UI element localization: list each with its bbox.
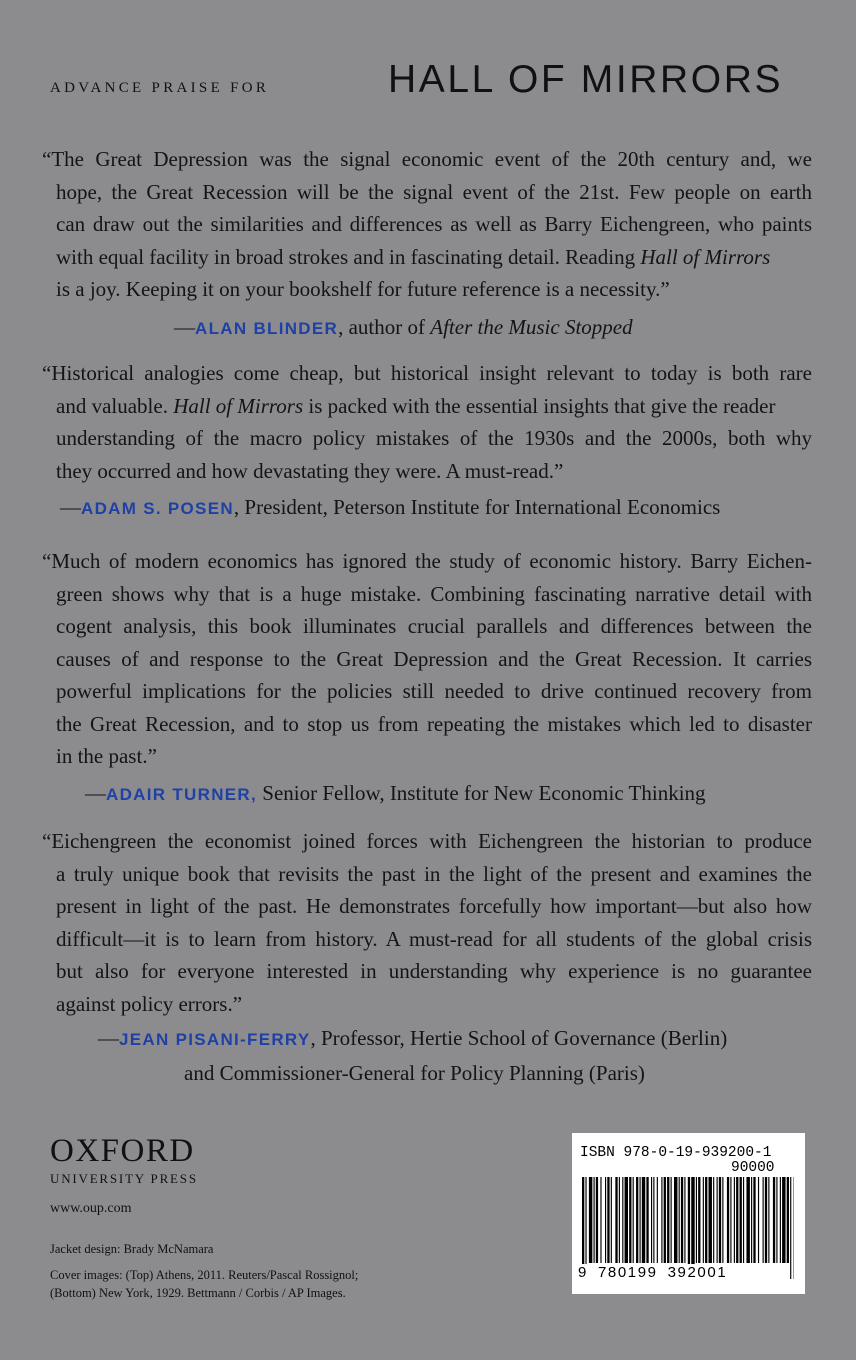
barcode-bar: [727, 1177, 729, 1263]
barcode-bar: [589, 1177, 592, 1263]
oxford-wordmark: OXFORD: [50, 1133, 195, 1169]
barcode-bar: [607, 1177, 609, 1263]
author-name: JEAN PISANI-FERRY: [119, 1030, 311, 1049]
barcode-bar: [657, 1177, 658, 1263]
book-title: HALL OF MIRRORS: [388, 58, 784, 101]
barcode-bar: [734, 1177, 735, 1263]
praise-quote-3: [42, 545, 812, 811]
quote-line: present in light of the past. He demonstrates forcefully how important—but also how: [56, 894, 812, 918]
barcode-bar: [765, 1177, 767, 1263]
barcode-bar: [629, 1177, 631, 1263]
barcode-bar: [667, 1177, 669, 1263]
quote-line: “Eichengreen the economist joined forces with Eichengreen the historian to produce: [42, 829, 812, 853]
barcode-bar: [619, 1177, 620, 1263]
barcode-bar: [671, 1177, 672, 1263]
barcode-digits: [578, 1264, 738, 1281]
author-name: ADAIR TURNER: [106, 784, 251, 804]
barcode-bar: [642, 1177, 645, 1263]
quote-line: against policy errors.”: [56, 991, 243, 1016]
cover-images-credit: Cover images: (Top) Athens, 2011. Reuters/Pascal Rossignol;: [50, 1268, 359, 1282]
barcode-bar: [782, 1177, 785, 1263]
barcode-bar: [703, 1177, 704, 1263]
quote-line: “Historical analogies come cheap, but historical insight relevant to today is both rare: [42, 361, 812, 385]
quote-line: and valuable. Hall of Mirrors is packed with the essential insights that give the reader: [56, 393, 776, 418]
barcode-bar: [722, 1177, 723, 1263]
barcode-bar: [698, 1177, 700, 1263]
barcode-bar: [713, 1177, 714, 1263]
barcode-bar: [594, 1177, 595, 1263]
quote-line: difficult—it is to learn from history. A must-read for all students of the global crisis: [56, 926, 812, 951]
barcode-bar: [640, 1177, 641, 1263]
barcode-bar: [684, 1177, 685, 1263]
quote-line: “The Great Depression was the signal economic event of the 20th century and, we: [42, 147, 812, 171]
praise-header: [50, 58, 820, 108]
barcode-bar: [646, 1177, 648, 1263]
quote-line: powerful implications for the policies still needed to drive continued recovery from: [56, 679, 812, 703]
quote-line: but also for everyone interested in understanding why experience is no guarantee: [56, 959, 812, 983]
quote-attribution: —JEAN PISANI-FERRY, Professor, Hertie School of Governance (Berlin): [98, 1026, 728, 1050]
barcode-bar: [763, 1177, 764, 1263]
barcode-bar: [730, 1177, 731, 1263]
quote-line: green shows why that is a huge mistake. Combining fascinating narrative detail with: [56, 581, 812, 606]
publisher-url[interactable]: www.oup.com: [50, 1201, 132, 1216]
praise-quote-2: [42, 357, 812, 526]
barcode-bar: [625, 1177, 628, 1263]
barcode-bar: [768, 1177, 769, 1263]
barcode-bar: [709, 1177, 712, 1263]
barcode-bar: [600, 1177, 601, 1263]
quote-line: can draw out the similarities and differences as well as Barry Eichengreen, who paints: [56, 212, 812, 236]
barcode-bar: [753, 1177, 755, 1263]
barcode-bar: [746, 1177, 749, 1263]
quote-line: in the past.”: [56, 744, 157, 768]
quote-line: with equal facility in broad strokes and in fascinating detail. Reading Hall of Mirrors: [56, 244, 771, 269]
barcode-digit-lead: 9: [578, 1264, 588, 1281]
barcode-bar: [790, 1177, 791, 1279]
barcode-bar: [596, 1177, 598, 1263]
isbn-label: ISBN 978-0-19-939200-1: [580, 1145, 772, 1161]
author-name: ALAN BLINDER: [195, 318, 339, 338]
cover-credits: [50, 1240, 358, 1302]
isbn-barcode: [572, 1133, 805, 1294]
barcode-bar: [633, 1177, 634, 1263]
quote-line: understanding of the macro policy mistakes of the 1930s and the 2000s, both why: [56, 426, 812, 450]
advance-praise-label: ADVANCE PRAISE FOR: [50, 80, 270, 96]
barcode-bar: [679, 1177, 680, 1263]
barcode-bar: [605, 1177, 606, 1263]
barcode-bar: [636, 1177, 638, 1263]
author-name: ADAM S. POSEN: [81, 499, 234, 518]
praise-quote-4: [42, 825, 812, 1089]
barcode-digits-right: 392001: [667, 1264, 728, 1281]
barcode-bar: [674, 1177, 677, 1263]
praise-quote-1: [42, 143, 812, 345]
barcode-bar: [773, 1177, 775, 1263]
quote-attribution: —ADAM S. POSEN, President, Peterson Institute for International Economics: [60, 495, 721, 519]
quote-attribution-continued: and Commissioner-General for Policy Planning (Paris): [184, 1060, 645, 1085]
quote-line: causes of and response to the Great Depression and the Great Recession. It carries: [56, 646, 812, 671]
barcode-bar: [653, 1177, 654, 1263]
barcode-bar: [705, 1177, 707, 1263]
quote-line: is a joy. Keeping it on your bookshelf for future reference is a necessity.”: [56, 277, 670, 301]
barcode-bar: [787, 1177, 789, 1263]
publisher-logo: [50, 1134, 198, 1187]
barcode-bar: [615, 1177, 617, 1263]
barcode-bar: [611, 1177, 612, 1263]
barcode-bar: [751, 1177, 752, 1263]
barcode-bar: [696, 1177, 697, 1263]
barcode-bar: [736, 1177, 738, 1263]
cover-images-credit-line-2: (Bottom) New York, 1929. Bettmann / Corbis / AP Images.: [50, 1286, 346, 1300]
barcode-bar: [622, 1177, 623, 1263]
jacket-design-credit: Jacket design: Brady McNamara: [50, 1242, 214, 1256]
quote-line: “Much of modern economics has ignored the study of economic history. Barry Eichen-: [42, 549, 812, 573]
university-press-label: UNIVERSITY PRESS: [50, 1171, 198, 1186]
quote-line: they occurred and how devastating they were. A must-read.”: [56, 458, 564, 483]
barcode-bar: [717, 1177, 718, 1263]
quote-line: the Great Recession, and to stop us from repeating the mistakes which led to disaster: [56, 711, 812, 736]
barcode-bar: [740, 1177, 742, 1263]
quote-line: a truly unique book that revisits the past in the light of the present and examines the: [56, 861, 812, 886]
barcode-bar: [780, 1177, 781, 1263]
barcode-bar: [743, 1177, 744, 1263]
barcode-bar: [758, 1177, 759, 1263]
price-code: 90000: [731, 1160, 775, 1176]
quote-line: hope, the Great Recession will be the signal event of the 21st. Few people on earth: [56, 179, 812, 204]
barcode-bar: [681, 1177, 683, 1263]
barcode-bar: [651, 1177, 652, 1263]
quote-line: cogent analysis, this book illuminates crucial parallels and differences between the: [56, 614, 812, 638]
quote-attribution: —ALAN BLINDER, author of After the Music Stopped: [174, 314, 633, 339]
barcode-bar: [661, 1177, 662, 1263]
barcode-bar: [719, 1177, 721, 1263]
barcode-digits-left: 780199: [597, 1264, 658, 1281]
barcode-bar: [664, 1177, 666, 1263]
barcode-bar: [776, 1177, 777, 1263]
quote-attribution: —ADAIR TURNER, Senior Fellow, Institute for New Economic Thinking: [85, 780, 706, 805]
